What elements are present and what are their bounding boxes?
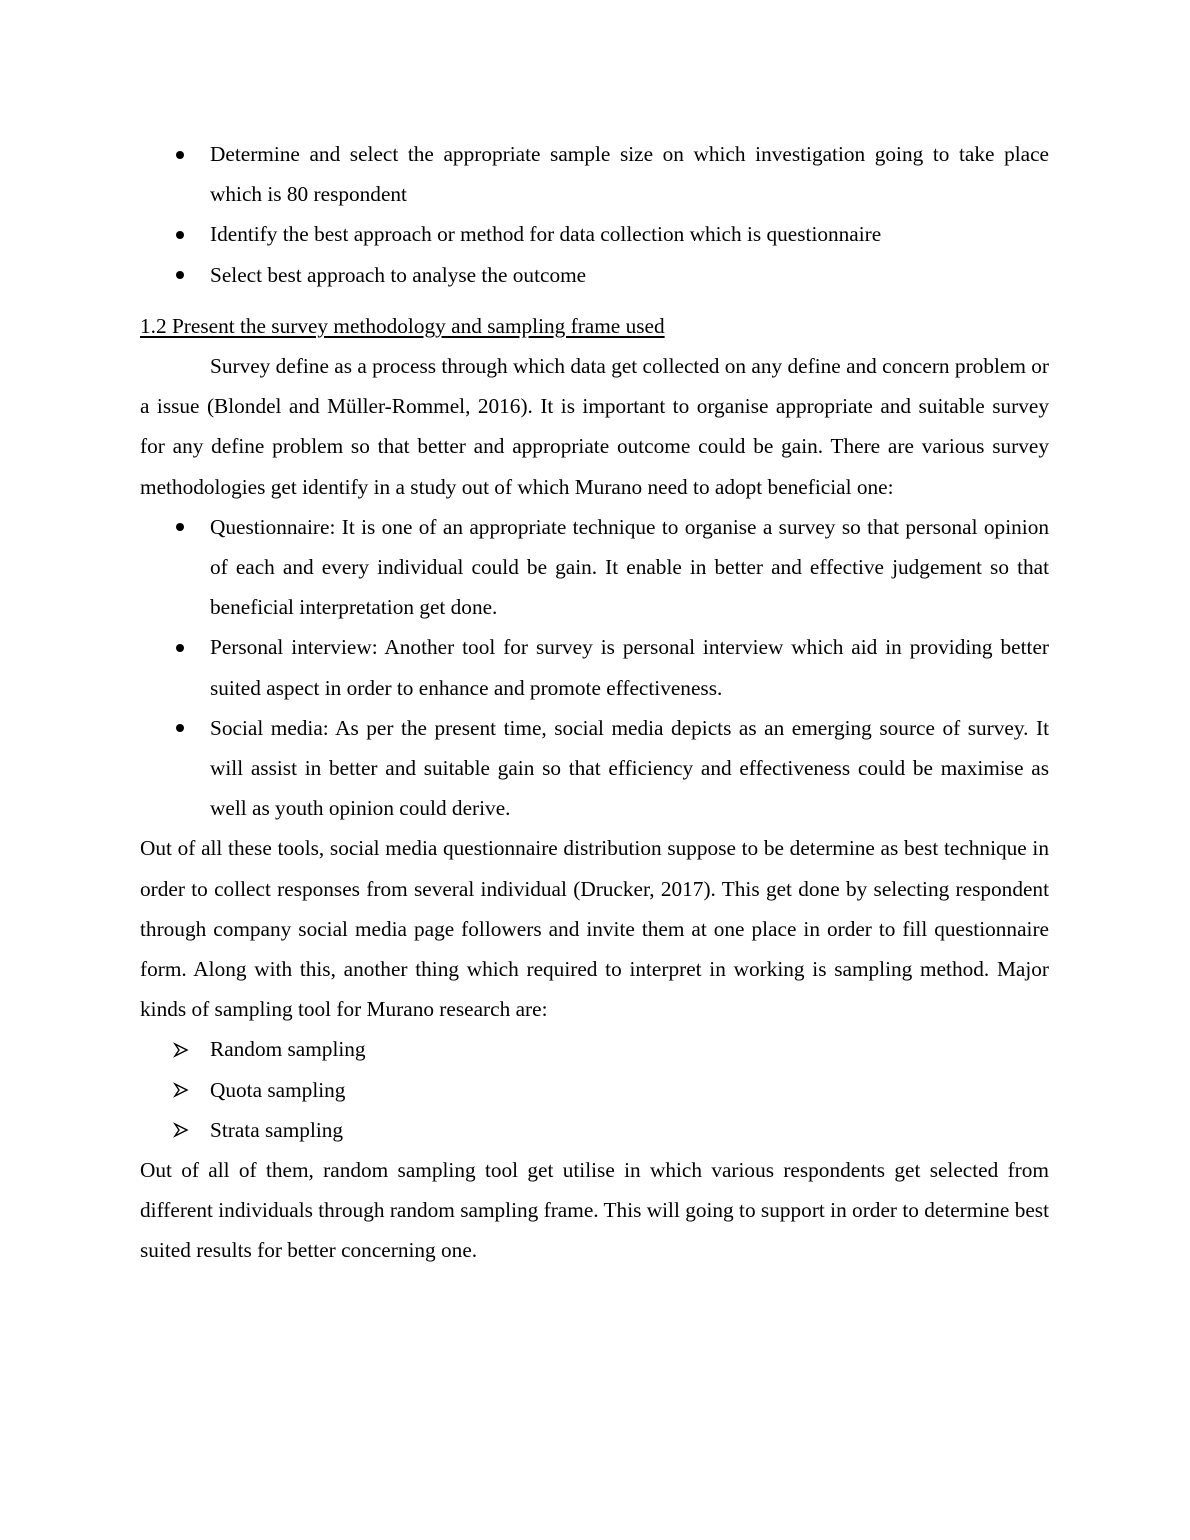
method-bullet-list [140,507,1049,829]
list-item-text: Questionnaire: It is one of an appropriate technique to organise a survey so that personal opinion of each and every individual could be gain. It enable in better and effective judgement so that beneficial interpretation get done. [210,514,1049,620]
conclusion-paragraph: Out of all of them, random sampling tool get utilise in which various respondents get selected from different individuals through random sampling frame. This will going to support in order to determine best suited results for better concerning one. [140,1158,1049,1263]
survey-paragraph: Survey define as a process through which data get collected on any define and concern problem or a issue (Blondel and Müller-Rommel, 2016). It is important to organise appropriate and suitable survey for any define problem so that better and appropriate outcome could be gain. There are various survey methodologies get identify in a study out of which Murano need to adopt beneficial one: [140,354,1049,499]
list-item-text: Random sampling [210,1037,366,1062]
list-item [140,1070,1049,1110]
list-item-text: Personal interview: Another tool for survey is personal interview which aid in providing better suited aspect in order to enhance and promote effectiveness. [210,635,1049,700]
list-item-text: Determine and select the appropriate sample size on which investigation going to take place which is 80 respondent [210,142,1049,207]
list-item [140,255,1049,295]
list-item [140,507,1049,628]
list-item [140,708,1049,829]
list-item [140,134,1049,214]
bullet-dot-icon [173,255,187,295]
bullet-dot-icon [173,708,187,748]
list-item-text: Identify the best approach or method for data collection which is questionnaire [210,222,882,247]
bullet-dot-icon [173,134,187,174]
sampling-bullet-list [140,1029,1049,1150]
list-item-text: Strata sampling [210,1117,344,1142]
bullet-dot-icon [173,214,187,254]
bullet-dot-icon [173,627,187,667]
list-item-text: Social media: As per the present time, social media depicts as an emerging source of survey. It will assist in better and suitable gain so that efficiency and effectiveness could be maximise as well as youth opinion could derive. [210,715,1049,821]
arrow-bullet-icon [173,1070,187,1110]
list-item [140,214,1049,254]
list-item-text: Select best approach to analyse the outcome [210,262,587,287]
list-item [140,1029,1049,1069]
list-item-text: Quota sampling [210,1077,346,1102]
document-page [140,134,1049,1271]
arrow-bullet-icon [173,1110,187,1150]
list-item [140,627,1049,707]
intro-bullet-list [140,134,1049,295]
tools-paragraph: Out of all these tools, social media questionnaire distribution suppose to be determine as best technique in order to collect responses from several individual (Drucker, 2017). This get done by selecting respondent through company social media page followers and invite them at one place in order to fill questionnaire form. Along with this, another thing which required to interpret in working is sampling method. Major kinds of sampling tool for Murano research are: [140,836,1049,1022]
arrow-bullet-icon [173,1029,187,1069]
list-item [140,1110,1049,1150]
section-heading: 1.2 Present the survey methodology and sampling frame used [140,313,665,338]
bullet-dot-icon [173,507,187,547]
